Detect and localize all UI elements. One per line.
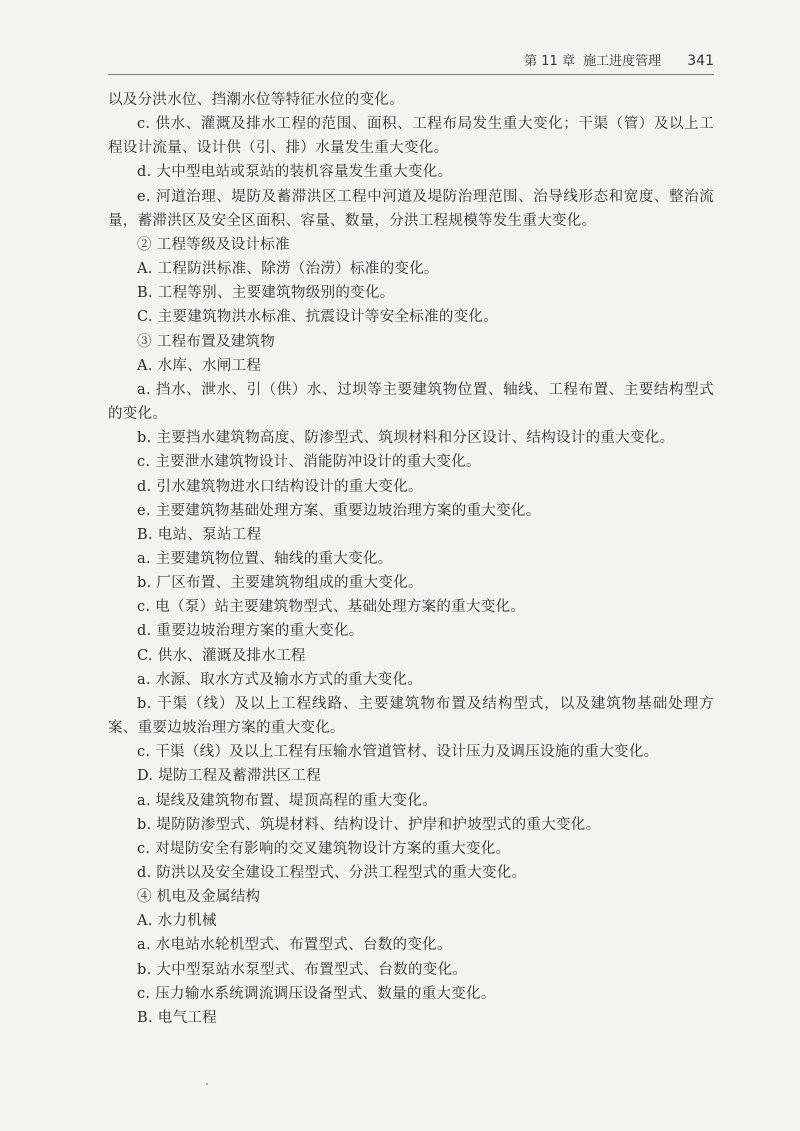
subsection-heading: A. 水力机械 <box>137 913 217 930</box>
paragraph: a. 水电站水轮机型式、布置型式、台数的变化。 <box>137 937 452 954</box>
subsection-heading: B. 电气工程 <box>137 1009 217 1026</box>
paragraph: a. 挡水、泄水、引（供）水、过坝等主要建筑物位置、轴线、工程布置、主要结构型式的变化。 <box>108 381 714 423</box>
subsection-heading: B. 电站、泵站工程 <box>137 526 262 543</box>
paragraph: a. 主要建筑物位置、轴线的重大变化。 <box>137 550 393 567</box>
scan-speck <box>206 1083 208 1085</box>
paragraph: e. 主要建筑物基础处理方案、重要边坡治理方案的重大变化。 <box>137 502 541 519</box>
paragraph: c. 对堤防安全有影响的交叉建筑物设计方案的重大变化。 <box>137 840 511 857</box>
subsection-heading: C. 供水、灌溉及排水工程 <box>137 647 306 664</box>
paragraph: d. 重要边坡治理方案的重大变化。 <box>137 623 364 640</box>
page-number: 341 <box>687 53 714 69</box>
paragraph: C. 主要建筑物洪水标准、抗震设计等安全标准的变化。 <box>137 309 499 326</box>
running-header <box>108 50 714 75</box>
paragraph: c. 干渠（线）及以上工程有压输水管道管材、设计压力及调压设施的重大变化。 <box>137 744 659 761</box>
paragraph: 以及分洪水位、挡潮水位等特征水位的变化。 <box>108 92 404 108</box>
paragraph: b. 主要挡水建筑物高度、防渗型式、筑坝材料和分区设计、结构设计的重大变化。 <box>137 430 675 447</box>
body-text <box>108 88 714 1030</box>
header-chapter: 第 11 章 <box>524 54 575 69</box>
paragraph: d. 大中型电站或泵站的装机容量发生重大变化。 <box>137 164 453 181</box>
paragraph: b. 堤防防渗型式、筑堤材料、结构设计、护岸和护坡型式的重大变化。 <box>137 816 601 833</box>
header-chapter-title: 施工进度管理 <box>583 54 662 69</box>
paragraph: d. 引水建筑物进水口结构设计的重大变化。 <box>137 478 423 495</box>
paragraph: a. 水源、取水方式及输水方式的重大变化。 <box>137 671 423 688</box>
paragraph: c. 主要泄水建筑物设计、消能防冲设计的重大变化。 <box>137 454 481 471</box>
paragraph: b. 大中型泵站水泵型式、布置型式、台数的变化。 <box>137 961 468 978</box>
paragraph: e. 河道治理、堤防及蓄滞洪区工程中河道及堤防治理范围、治导线形态和宽度、整治流量，蓄滞洪区及安全区面积、容量、数量，分洪工程规模等发生重大变化。 <box>108 188 714 229</box>
paragraph: A. 工程防洪标准、除涝（治涝）标准的变化。 <box>137 261 439 278</box>
paragraph: b. 厂区布置、主要建筑物组成的重大变化。 <box>137 575 423 592</box>
subsection-heading: D. 堤防工程及蓄滞洪区工程 <box>137 768 322 785</box>
paragraph: d. 防洪以及安全建设工程型式、分洪工程型式的重大变化。 <box>137 865 527 881</box>
paragraph: c. 压力输水系统调流调压设备型式、数量的重大变化。 <box>137 985 496 1002</box>
paragraph: c. 电（泵）站主要建筑物型式、基础处理方案的重大变化。 <box>137 599 526 616</box>
section-heading: ③ 工程布置及建筑物 <box>137 333 276 350</box>
paragraph: b. 干渠（线）及以上工程线路、主要建筑物布置及结构型式，以及建筑物基础处理方案、重要边坡治理方案的重大变化。 <box>108 695 714 737</box>
paragraph: a. 堤线及建筑物布置、堤顶高程的重大变化。 <box>137 792 437 809</box>
section-heading: ② 工程等级及设计标准 <box>137 236 290 253</box>
subsection-heading: A. 水库、水闸工程 <box>137 357 262 374</box>
section-heading: ④ 机电及金属结构 <box>137 889 261 906</box>
paragraph: B. 工程等别、主要建筑物级别的变化。 <box>137 285 395 302</box>
paragraph: c. 供水、灌溉及排水工程的范围、面积、工程布局发生重大变化；干渠（管）及以上工程设计流量、设计供（引、排）水量发生重大变化。 <box>108 116 714 157</box>
